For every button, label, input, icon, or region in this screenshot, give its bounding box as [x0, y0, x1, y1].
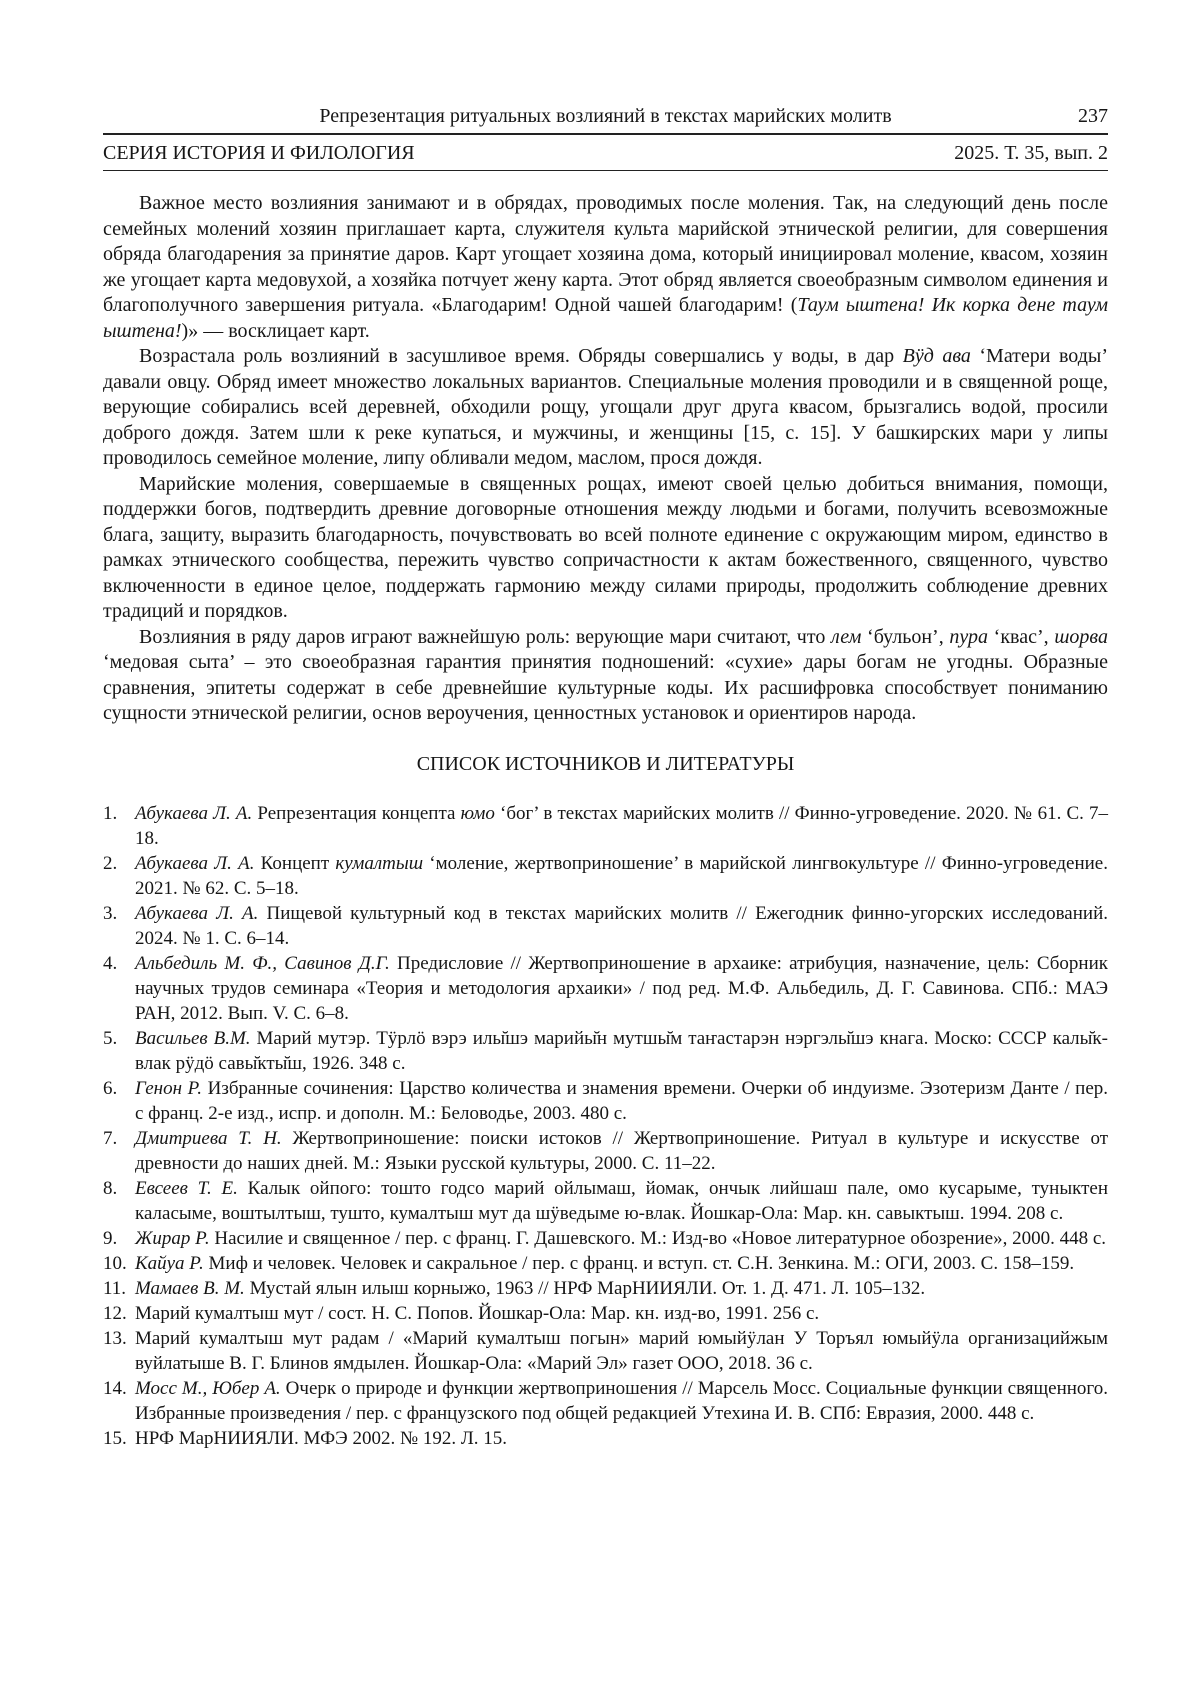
reference-item [103, 1226, 1108, 1251]
reference-item [103, 1376, 1108, 1426]
reference-item [103, 1276, 1108, 1301]
references-heading: СПИСОК ИСТОЧНИКОВ И ЛИТЕРАТУРЫ [416, 752, 795, 775]
paragraph: Марийские моления, совершаемые в священных рощах, имеют своей целью добиться внимания, помощи, поддержки богов, подтвердить древние договорные отношения между людьми и богами, получить всевозможные блага, защиту, выразить благодарность, почувствовать во всей полноте единение с окружающим миром, единство в рамках этнического сообщества, пережить чувство сопричастности к актам божественного, священного, чувство включенности в единое целое, поддержать гармонию между силами природы, продолжить соблюдение древних традиций и порядков. [103, 472, 1108, 622]
reference-number: 13. [103, 1327, 127, 1349]
reference-item [103, 1126, 1108, 1176]
reference-item [103, 1176, 1108, 1226]
reference-item [103, 851, 1108, 901]
reference-text: Дмитриева Т. Н. Жертвоприношение: поиски истоков // Жертвоприношение. Ритуал в культуре и искусстве от древности до наших дней. М.: Языки русской культуры, 2000. С. 11–22. [135, 1127, 1108, 1174]
reference-text: Жирар Р. Насилие и священное / пер. с франц. Г. Дашевского. М.: Изд-во «Новое литературное обозрение», 2000. 448 с. [135, 1227, 1107, 1249]
reference-item [103, 1326, 1108, 1376]
reference-text: Генон Р. Избранные сочинения: Царство количества и знамения времени. Очерки об индуизме. Эзотеризм Данте / пер. с франц. 2-е изд., испр. и дополн. М.: Беловодье, 2003. 480 с. [135, 1077, 1109, 1124]
reference-number: 6. [103, 1077, 118, 1099]
reference-item [103, 1251, 1108, 1276]
reference-text: Васильев В.М. Марий мутэр. Тӱрлӧ вэрэ илы̆шэ марийы̆н мутшы̆м таҥастарэн нэргэлы̆шэ кнага. Моско: СССР калы̆к-влак рӱдӧ савы̆кты̆ш, 1926. 348 с. [135, 1027, 1108, 1074]
series-title: СЕРИЯ ИСТОРИЯ И ФИЛОЛОГИЯ [103, 142, 415, 164]
page-number: 237 [1078, 105, 1108, 127]
reference-list [103, 801, 1108, 1451]
reference-text: Абукаева Л. А. Концепт кумалтыш ‘моление, жертвоприношение’ в марийской лингвокультуре // Финно-угроведение. 2021. № 62. С. 5–18. [135, 852, 1108, 899]
paragraph: Возлияния в ряду даров играют важнейшую роль: верующие мари считают, что лем ‘бульон’, пура ‘квас’, шорва ‘медовая сыта’ – это своеобразная гарантия принятия подношений: «сухие» дары богам не угодны. Образные сравнения, эпитеты содержат в себе древнейшие культурные коды. Их расшифровка способствует пониманию сущности этнической религии, основ вероучения, ценностных установок и ориентиров народа. [103, 625, 1108, 724]
reference-number: 10. [103, 1252, 127, 1274]
reference-number: 8. [103, 1177, 118, 1199]
reference-number: 2. [103, 852, 118, 874]
reference-text: Альбедиль М. Ф., Савинов Д.Г. Предисловие // Жертвоприношение в архаике: атрибуция, назначение, цель: Сборник научных трудов семинара «Теория и методология архаики» / под ред. М.Ф. Альбедиль, Д. Г. Савинова. СПб.: МАЭ РАН, 2012. Вып. V. С. 6–8. [135, 952, 1108, 1024]
reference-number: 7. [103, 1127, 118, 1149]
reference-number: 12. [103, 1302, 127, 1324]
reference-number: 11. [103, 1277, 127, 1299]
reference-item [103, 1301, 1108, 1326]
reference-item [103, 801, 1108, 851]
reference-number: 4. [103, 952, 118, 974]
reference-number: 5. [103, 1027, 118, 1049]
reference-number: 3. [103, 902, 118, 924]
paragraph: Важное место возлияния занимают и в обрядах, проводимых после моления. Так, на следующий день после семейных молений хозяин приглашает карта, служителя культа марийской этнической религии, для совершения обряда благодарения за принятие даров. Карт угощает хозяина дома, который инициировал моление, квасом, хозяин же угощает карта медовухой, а хозяйка потчует жену карта. Этот обряд является своеобразным символом единения и благополучного завершения ритуала. «Благодарим! Одной чашей благодарим! (Таум ыштена! Ик корка дене таум ыштена!)» — восклицает карт. [103, 192, 1108, 342]
running-head-title-row [103, 104, 1108, 135]
article-body [103, 191, 1108, 727]
reference-item [103, 951, 1108, 1026]
running-head-series-row [103, 135, 1108, 171]
reference-text: Кайуа Р. Миф и человек. Человек и сакральное / пер. с франц. и вступ. ст. С.Н. Зенкина. М.: ОГИ, 2003. С. 158–159. [135, 1252, 1075, 1274]
reference-text: Евсеев Т. Е. Калык ойпого: тошто годсо марий ойлымаш, йомак, ончык лийшаш пале, омо кусарыме, туныктен каласыме, воштылтыш, тушто, кумалтыш мут да шӱведыме ю-влак. Йошкар-Ола: Мар. кн. савыктыш. 1994. 208 с. [135, 1177, 1108, 1224]
running-title: Репрезентация ритуальных возлияний в текстах марийских молитв [319, 105, 892, 127]
reference-text: Марий кумалтыш мут радам / «Марий кумалтыш погын» марий юмыйӱлан У Торъял юмыйӱла организацийжым вуйлатыше В. Г. Блинов ямдылен. Йошкар-Ола: «Марий Эл» газет ООО, 2018. 36 с. [135, 1327, 1108, 1374]
reference-text: Абукаева Л. А. Пищевой культурный код в текстах марийских молитв // Ежегодник финно-угорских исследований. 2024. № 1. С. 6–14. [135, 902, 1108, 949]
reference-text: Марий кумалтыш мут / сост. Н. С. Попов. Йошкар-Ола: Мар. кн. изд-во, 1991. 256 с. [135, 1302, 820, 1324]
reference-text: Абукаева Л. А. Репрезентация концепта юмо ‘бог’ в текстах марийских молитв // Финно-угроведение. 2020. № 61. С. 7–18. [135, 802, 1109, 849]
running-head [103, 104, 1108, 171]
reference-number: 14. [103, 1377, 127, 1399]
reference-text: НРФ МарНИИЯЛИ. МФЭ 2002. № 192. Л. 15. [135, 1427, 507, 1449]
reference-number: 15. [103, 1427, 127, 1449]
paragraph: Возрастала роль возлияний в засушливое время. Обряды совершались у воды, в дар Вӱд ава ‘Матери воды’ давали овцу. Обряд имеет множество локальных вариантов. Специальные моления проводили и в священной роще, верующие собирались всей деревней, обходили рощу, угощали друг друга квасом, брызгались водой, просили доброго дождя. Затем шли к реке купаться, и мужчины, и женщины [15, с. 15]. У башкирских мари у липы проводилось семейное моление, липу обливали медом, маслом, прося дождя. [103, 345, 1108, 469]
page-content [103, 0, 1108, 1451]
reference-number: 1. [103, 802, 118, 824]
reference-text: Мосс М., Юбер А. Очерк о природе и функции жертвоприношения // Марсель Мосс. Социальные функции священного. Избранные произведения / пер. с французского под общей редакцией Утехина И. В. СПб: Евразия, 2000. 448 с. [135, 1377, 1108, 1424]
reference-item [103, 1026, 1108, 1076]
reference-text: Мамаев В. М. Мустай ялын илыш корныжо, 1963 // НРФ МарНИИЯЛИ. От. 1. Д. 471. Л. 105–132. [135, 1277, 926, 1299]
reference-item [103, 1076, 1108, 1126]
reference-item [103, 1426, 1108, 1451]
reference-number: 9. [103, 1227, 118, 1249]
issue-info: 2025. Т. 35, вып. 2 [954, 142, 1108, 164]
reference-item [103, 901, 1108, 951]
